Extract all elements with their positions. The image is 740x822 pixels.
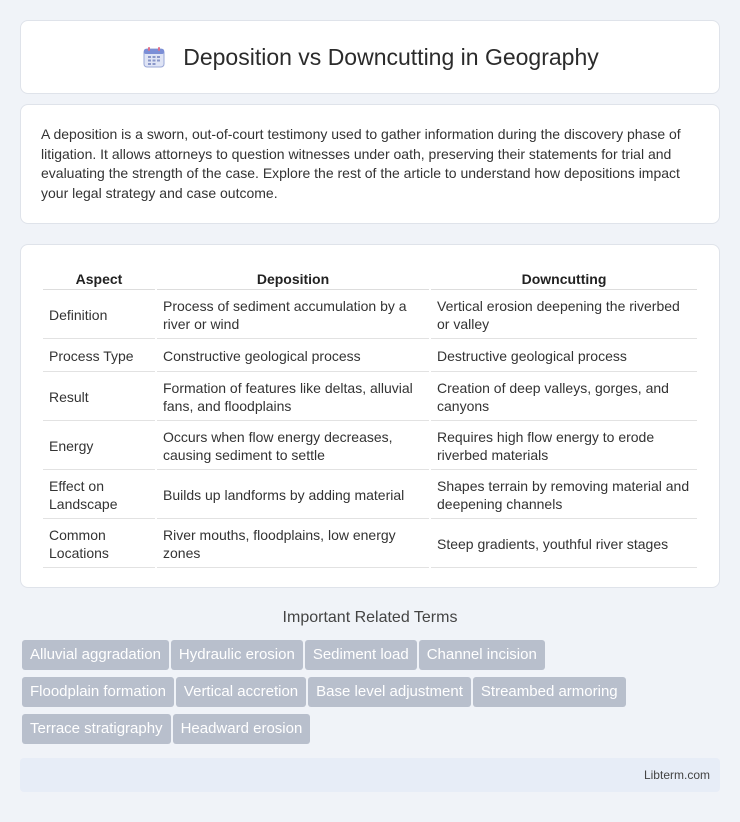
tag-headward-erosion[interactable]: Headward erosion bbox=[173, 714, 311, 744]
table-cell: Result bbox=[43, 374, 155, 421]
table-row bbox=[43, 374, 697, 421]
table-header-row bbox=[43, 267, 697, 290]
related-terms-tags bbox=[22, 640, 722, 751]
table-row bbox=[43, 341, 697, 372]
header-aspect: Aspect bbox=[43, 267, 155, 290]
tag-base-level-adjustment[interactable]: Base level adjustment bbox=[308, 677, 471, 707]
footer-site-link[interactable]: Libterm.com bbox=[643, 768, 710, 782]
table-cell: Energy bbox=[43, 423, 155, 470]
table-cell: Requires high flow energy to erode riverbed materials bbox=[431, 423, 697, 470]
tag-vertical-accretion[interactable]: Vertical accretion bbox=[176, 677, 306, 707]
table-row bbox=[43, 292, 697, 339]
tag-hydraulic-erosion[interactable]: Hydraulic erosion bbox=[171, 640, 303, 670]
intro-card bbox=[20, 104, 720, 224]
header-deposition: Deposition bbox=[157, 267, 429, 290]
tag-channel-incision[interactable]: Channel incision bbox=[419, 640, 545, 670]
comparison-table bbox=[41, 265, 699, 570]
intro-text: A deposition is a sworn, out-of-court testimony used to gather information during the discovery phase of litigation. It allows attorneys to question witnesses under oath, preserving their statements for trial and evaluating the strength of the case. Explore the rest of the article to understand how depositions impact your legal strategy and case outcome. bbox=[41, 126, 681, 201]
table-cell: Builds up landforms by adding material bbox=[157, 472, 429, 519]
related-terms-title: Important Related Terms bbox=[282, 609, 458, 626]
tag-terrace-stratigraphy[interactable]: Terrace stratigraphy bbox=[22, 714, 171, 744]
calendar-icon bbox=[141, 44, 167, 70]
table-cell: Common Locations bbox=[43, 521, 155, 568]
table-cell: Process of sediment accumulation by a river or wind bbox=[157, 292, 429, 339]
table-row bbox=[43, 521, 697, 568]
table-cell: Destructive geological process bbox=[431, 341, 697, 372]
table-row bbox=[43, 423, 697, 470]
table-cell: Shapes terrain by removing material and deepening channels bbox=[431, 472, 697, 519]
table-cell: Process Type bbox=[43, 341, 155, 372]
table-cell: Steep gradients, youthful river stages bbox=[431, 521, 697, 568]
table-cell: Creation of deep valleys, gorges, and canyons bbox=[431, 374, 697, 421]
table-cell: Definition bbox=[43, 292, 155, 339]
table-cell: Formation of features like deltas, alluvial fans, and floodplains bbox=[157, 374, 429, 421]
tag-floodplain-formation[interactable]: Floodplain formation bbox=[22, 677, 174, 707]
table-cell: Constructive geological process bbox=[157, 341, 429, 372]
tag-sediment-load[interactable]: Sediment load bbox=[305, 640, 417, 670]
comparison-table-card bbox=[20, 244, 720, 588]
header-downcutting: Downcutting bbox=[431, 267, 697, 290]
tag-streambed-armoring[interactable]: Streambed armoring bbox=[473, 677, 626, 707]
tag-alluvial-aggradation[interactable]: Alluvial aggradation bbox=[22, 640, 169, 670]
table-cell: Effect on Landscape bbox=[43, 472, 155, 519]
table-cell: Vertical erosion deepening the riverbed or valley bbox=[431, 292, 697, 339]
table-cell: River mouths, floodplains, low energy zones bbox=[157, 521, 429, 568]
table-cell: Occurs when flow energy decreases, causing sediment to settle bbox=[157, 423, 429, 470]
table-row bbox=[43, 472, 697, 519]
page-title: Deposition vs Downcutting in Geography bbox=[183, 43, 599, 70]
footer bbox=[20, 758, 720, 792]
header-card bbox=[20, 20, 720, 94]
